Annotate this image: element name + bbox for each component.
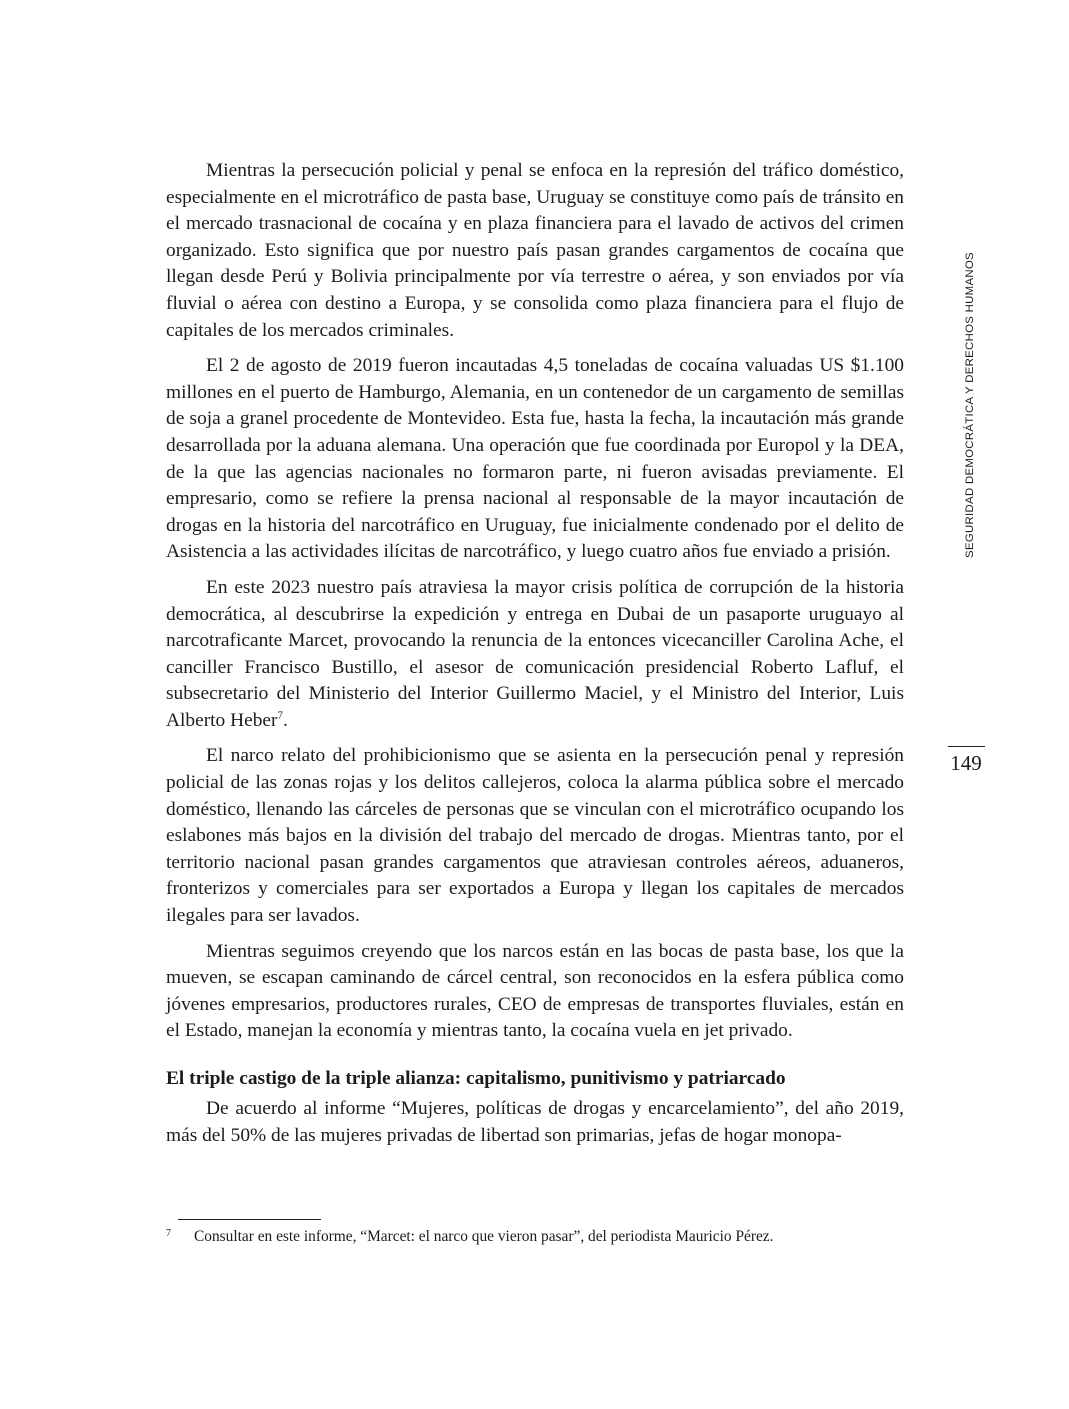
page-number: 149 bbox=[950, 751, 982, 775]
footnote-reference[interactable]: 7 bbox=[277, 709, 283, 722]
paragraph-3-text: En este 2023 nuestro país atraviesa la mayor crisis política de corrupción de la historia democrática, al descubrirse la expedición y entrega en Dubai de un pasaporte uruguayo al narcotraficante Marcet, provocando la renuncia de la entonces vicecanciller Carolina Ache, el canciller Francisco Bustillo, el asesor de comunicación presidencial Roberto Lafluf, el subsecretario del Ministerio del Interior Guillermo Maciel, y el Ministro del Interior, Luis Alberto Heber bbox=[166, 576, 904, 731]
footnote-text: Consultar en este informe, “Marcet: el narco que vieron pasar”, del periodista Mauricio Pérez. bbox=[194, 1228, 774, 1245]
footnote bbox=[166, 1227, 904, 1247]
paragraph-5: Mientras seguimos creyendo que los narcos están en las bocas de pasta base, los que la mueven, se escapan caminando de cárcel central, son reconocidos en la esfera pública como jóvenes empresarios, productores rurales, CEO de empresas de transportes fluviales, están en el Estado, manejan la economía y mientras tanto, la cocaína vuela en jet privado. bbox=[166, 940, 904, 1042]
footnote-number: 7 bbox=[166, 1228, 171, 1239]
paragraph-3-end: . bbox=[282, 709, 288, 731]
paragraph-3 bbox=[166, 575, 904, 735]
paragraph-2: El 2 de agosto de 2019 fueron incautadas 4,5 toneladas de cocaína valuadas US $1.100 millones en el puerto de Hamburgo, Alemania, en un contenedor de un cargamento de semillas de soja a granel procedente de Montevideo. Esta fue, hasta la fecha, la incautación más grande desarrollada por la aduana alemana. Una operación que fue coordinada por Europol y la DEA, de la que las agencias nacionales no formaron parte, ni fueron avisadas previamente. El empresario, como se refiere la prensa nacional al responsable de la mayor incautación de drogas en la historia del narcotráfico en Uruguay, fue inicialmente condenado por el delito de Asistencia a las actividades ilícitas de narcotráfico, y luego cuatro años fue enviado a prisión. bbox=[166, 355, 904, 563]
running-head: SEGURIDAD DEMOCRÁTICA Y DERECHOS HUMANOS bbox=[964, 252, 976, 558]
page-number-rule bbox=[948, 746, 985, 747]
body-text bbox=[166, 158, 904, 1158]
footnote-divider bbox=[178, 1219, 321, 1220]
section-heading: El triple castigo de la triple alianza: capitalismo, punitivismo y patriarcado bbox=[166, 1068, 786, 1089]
paragraph-4: El narco relato del prohibicionismo que se asienta en la persecución penal y represión policial de las zonas rojas y los delitos callejeros, coloca la alarma pública sobre el mercado doméstico, llenando las cárceles de personas que se vinculan con el microtráfico ocupando los eslabones más bajos en la división del trabajo del mercado de drogas. Mientras tanto, por el territorio nacional pasan grandes cargamentos que atraviesan controles aéreos, aduaneros, fronterizos y comerciales para ser exportados a Europa y llegan los capitales de mercados ilegales para ser lavados. bbox=[166, 745, 904, 927]
paragraph-6: De acuerdo al informe “Mujeres, políticas de drogas y encarcelamiento”, del año 2019, más del 50% de las mujeres privadas de libertad son primarias, jefas de hogar monopa- bbox=[166, 1098, 904, 1146]
paragraph-1: Mientras la persecución policial y penal se enfoca en la represión del tráfico doméstico, especialmente en el microtráfico de pasta base, Uruguay se constituye como país de tránsito en el mercado trasnacional de cocaína y en plaza financiera para el lavado de activos del crimen organizado. Esto significa que por nuestro país pasan grandes cargamentos de cocaína que llegan desde Perú y Bolivia principalmente por vía terrestre o aérea, y son enviados por vía fluvial o aérea con destino a Europa, y se consolida como plaza financiera para el flujo de capitales de los mercados criminales. bbox=[166, 160, 904, 341]
